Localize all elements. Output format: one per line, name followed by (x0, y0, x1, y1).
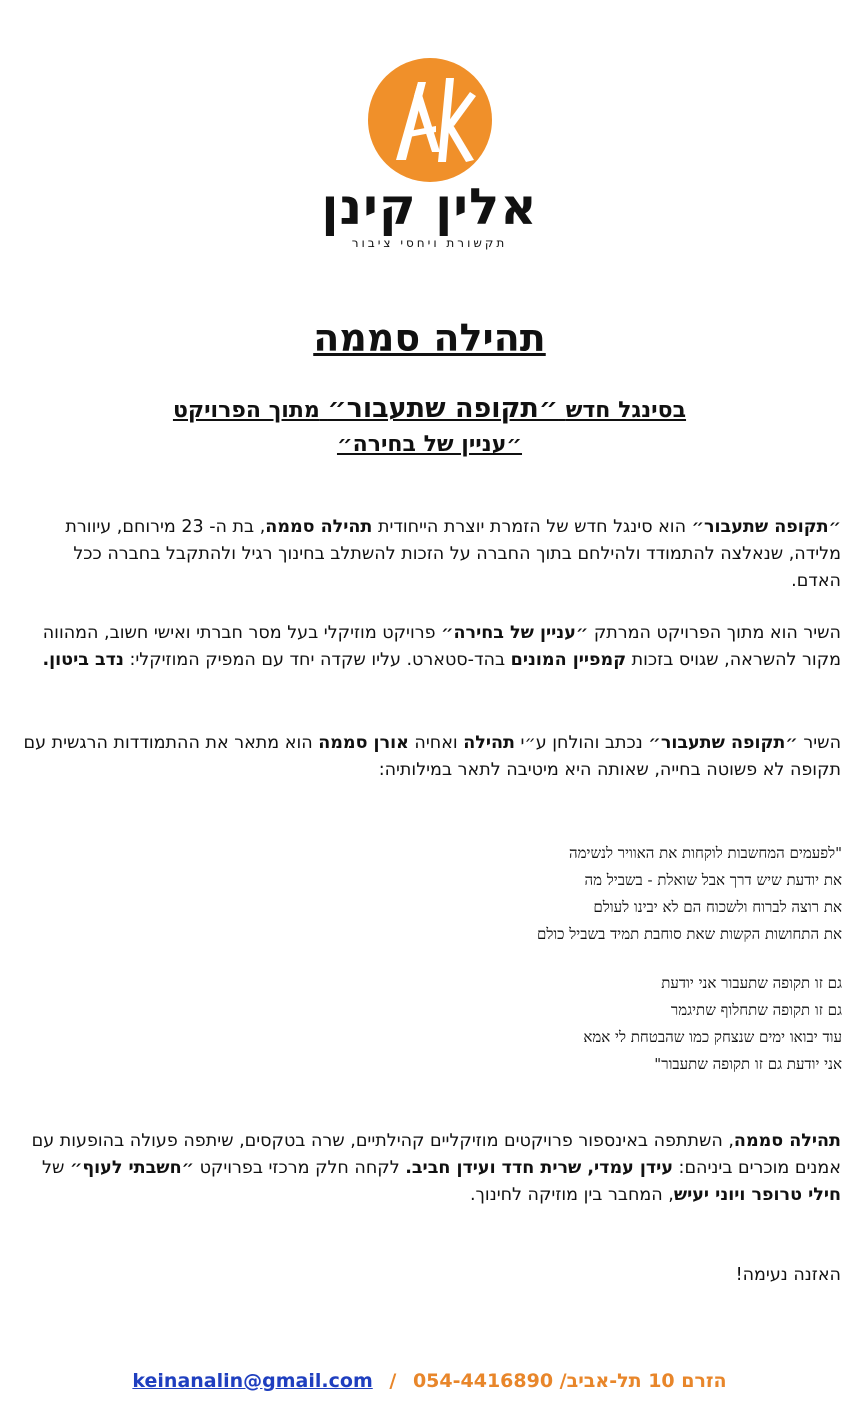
paragraph-text: הוא מתאר את ההתמודדות הרגשית עם תקופה לא פשוטה בחייה, שאותה היא מיטיבה לתאר במילותיה: (23, 733, 841, 780)
paragraph-bio (18, 1128, 841, 1209)
emphasis-text: תהילה (463, 733, 515, 753)
lyrics-line: גם זו תקופה שתחלוף שתיגמר (670, 1001, 842, 1019)
paragraph-text: , בת ה- 23 מירוחם, עיוורת מלידה, שנאלצה להתמודד ולהילחם בתוך החברה על הזכות להשתלב בחינוך רגיל ולהתקבל בחברה ככל האדם. (65, 517, 841, 591)
emphasis-text: תהילה סממה (265, 517, 373, 537)
lyrics-stanza-2 (18, 970, 842, 1078)
paragraph-text: , המחבר בין מוזיקה לחינוך. (469, 1185, 674, 1205)
ak-monogram-logo (366, 56, 494, 184)
page-subtitle (0, 392, 859, 462)
paragraph-text: , השתתפה באינספור פרויקטים מוזיקליים קהילתיים, שרה בטקסים, שיתפה פעולה בהופעות עם אמנים מוכרים ביניהם: (31, 1131, 841, 1178)
lyrics-line: אני יודעת גם זו תקופה שתעבור" (654, 1055, 842, 1073)
paragraph-song (18, 730, 841, 784)
subtitle-song: ״תקופה שתעבור״ (327, 393, 559, 424)
lyrics-line: את רוצה לברוח ולשכוח הם לא יבינו לעולם (593, 898, 842, 916)
subtitle-line-1 (0, 392, 859, 428)
paragraph-text: השיר (797, 733, 841, 753)
paragraph-text: של (42, 1158, 70, 1178)
paragraph-text: השיר הוא מתוך הפרויקט המרתק (588, 623, 841, 643)
lyrics-line: את התחושות הקשות שאת סוחבת תמיד בשביל כולם (536, 925, 842, 943)
footer-address: הזרם 10 תל-אביב/ 054-4416890 (412, 1370, 727, 1392)
paragraph-project (18, 620, 841, 674)
emphasis-text: ״תקופה שתעבור״ (648, 733, 798, 753)
emphasis-text: תהילה סממה (733, 1131, 841, 1151)
subtitle-suffix: מתוך הפרויקט (172, 398, 320, 423)
footer-separator: / (389, 1370, 397, 1392)
paragraph-intro (18, 514, 841, 595)
brand-tagline: תקשורת ויחסי ציבור (351, 236, 508, 250)
lyrics-line: את יודעת שיש דרך אבל שואלת - בשביל מה (584, 871, 842, 889)
paragraph-text: ואחיה (408, 733, 464, 753)
page-title: תהילה סממה (313, 316, 546, 360)
email-link[interactable]: keinanalin@gmail.com (132, 1370, 373, 1392)
paragraph-text: בהד-סטארט. עליו שקדה יחד עם המפיק המוזיקלי: (123, 650, 511, 670)
emphasis-text: אורן סממה (318, 733, 409, 753)
company-logo (0, 56, 859, 250)
subtitle-prefix: בסינגל חדש (565, 398, 687, 423)
paragraph-closing (18, 1262, 841, 1289)
paragraph-text: האזנה נעימה! (735, 1265, 841, 1285)
emphasis-text: עידן עמדי, שרית חדד ועידן חביב. (405, 1158, 673, 1178)
paragraph-text: הוא סינגל חדש של הזמרת יוצרת הייחודית (372, 517, 692, 537)
paragraph-text: נכתב והולחן ע״י (514, 733, 649, 753)
emphasis-text: ״עניין של בחירה״ (441, 623, 589, 643)
paragraph-text: לקחה חלק מרכזי בפרויקט (194, 1158, 406, 1178)
subtitle-project: ״עניין של בחירה״ (336, 432, 523, 457)
emphasis-text: נדב ביטון. (42, 650, 124, 670)
lyrics-line: "לפעמים המחשבות לוקחות את האוויר לנשימה (569, 844, 842, 862)
emphasis-text: ״חשבתי לעוף״ (69, 1158, 195, 1178)
paragraph-text: פרויקט מוזיקלי בעל מסר חברתי ואישי חשוב, המהווה מקור להשראה, שגויס בזכות (42, 623, 841, 670)
footer-contact (0, 1370, 859, 1392)
brand-name: אלין קינן (321, 178, 538, 236)
emphasis-text: חילי טרופר ויוני יעיש (673, 1185, 841, 1205)
lyrics-line: עוד יבואו ימים שנצחק כמו שהבטחת לי אמא (583, 1028, 842, 1046)
emphasis-text: ״תקופה שתעבור״ (691, 517, 841, 537)
lyrics-stanza-1 (18, 840, 842, 948)
emphasis-text: קמפיין המונים (510, 650, 627, 670)
subtitle-line-2 (0, 428, 859, 462)
lyrics-line: גם זו תקופה שתעבור אני יודעת (661, 974, 842, 992)
